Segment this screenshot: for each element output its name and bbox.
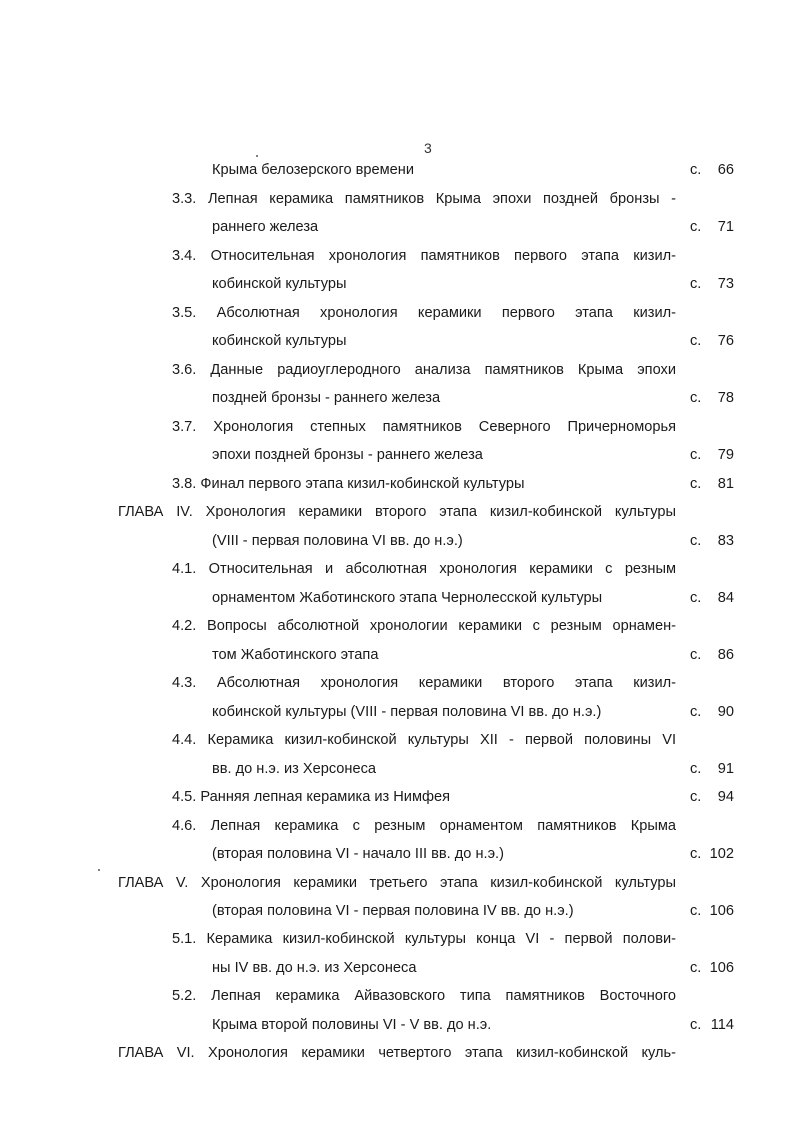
page-ref: 83 (717, 533, 734, 549)
toc-line: вв. до н.э. из Херсонеса (212, 761, 377, 777)
toc-line: кобинской культуры (VIII - первая половина VI вв. до н.э.) (212, 704, 602, 720)
toc-line: (вторая половина VI - первая половина IV вв. до н.э.) (212, 903, 574, 919)
page-ref: 76 (717, 333, 734, 349)
page-prefix: с. (690, 1017, 702, 1033)
toc-line: 3.6. Данные радиоуглеродного анализа памятников Крыма эпохи (172, 362, 676, 378)
toc-line: (VIII - первая половина VI вв. до н.э.) (212, 533, 463, 549)
toc-line: (вторая половина VI - начало III вв. до н.э.) (212, 846, 504, 862)
toc-line: 3.4. Относительная хронология памятников первого этапа кизил- (172, 248, 676, 264)
toc-line: Крыма второй половины VI - V вв. до н.э. (212, 1017, 492, 1033)
page-prefix: с. (690, 390, 702, 406)
page-ref: 91 (717, 761, 734, 777)
toc-line: 3.8. Финал первого этапа кизил-кобинской культуры (172, 476, 525, 492)
scan-speck (98, 869, 100, 871)
page-prefix: с. (690, 162, 702, 178)
toc-line: 4.3. Абсолютная хронология керамики второго этапа кизил- (172, 675, 676, 691)
page-number: 3 (424, 140, 432, 156)
page-prefix: с. (690, 333, 702, 349)
page-prefix: с. (690, 476, 702, 492)
page-ref: 71 (717, 219, 734, 235)
toc-line: 3.5. Абсолютная хронология керамики первого этапа кизил- (172, 305, 676, 321)
page-ref: 84 (717, 590, 734, 606)
page-ref: 79 (717, 447, 734, 463)
page-ref: 78 (717, 390, 734, 406)
toc-line: эпохи поздней бронзы - раннего железа (212, 447, 483, 463)
page-prefix: с. (690, 276, 702, 292)
page-prefix: с. (690, 590, 702, 606)
page-prefix: с. (690, 647, 702, 663)
page-ref: 86 (717, 647, 734, 663)
page-ref: 73 (717, 276, 734, 292)
toc-line: ГЛАВА IV. Хронология керамики второго этапа кизил-кобинской культуры (118, 504, 676, 520)
toc-line: ГЛАВА VI. Хронология керамики четвертого этапа кизил-кобинской куль- (118, 1045, 676, 1061)
page-ref: 94 (717, 789, 734, 805)
scan-speck (256, 155, 258, 157)
page-ref: 106 (709, 903, 734, 919)
toc-line: Крыма белозерского времени (212, 162, 415, 178)
page-prefix: с. (690, 704, 702, 720)
toc-line: орнаментом Жаботинского этапа Чернолесской культуры (212, 590, 603, 606)
page-prefix: с. (690, 903, 702, 919)
page-prefix: с. (690, 219, 702, 235)
page-ref: 114 (710, 1017, 734, 1033)
toc-line: 5.1. Керамика кизил-кобинской культуры конца VI - первой полови- (172, 931, 676, 947)
toc-line: 3.7. Хронология степных памятников Северного Причерноморья (172, 419, 676, 435)
toc-line: 4.5. Ранняя лепная керамика из Нимфея (172, 789, 451, 805)
page-ref: 66 (717, 162, 734, 178)
page-ref: 106 (709, 960, 734, 976)
toc-line: 4.2. Вопросы абсолютной хронологии керамики с резным орнамен- (172, 618, 676, 634)
page-prefix: с. (690, 960, 702, 976)
toc-line: том Жаботинского этапа (212, 647, 379, 663)
toc-line: раннего железа (212, 219, 319, 235)
page-ref: 81 (717, 476, 734, 492)
page-prefix: с. (690, 533, 702, 549)
toc-line: 3.3. Лепная керамика памятников Крыма эпохи поздней бронзы - (172, 191, 676, 207)
toc-line: 4.1. Относительная и абсолютная хронология керамики с резным (172, 561, 676, 577)
toc-line: кобинской культуры (212, 276, 347, 292)
toc-line: кобинской культуры (212, 333, 347, 349)
toc-line: 4.6. Лепная керамика с резным орнаментом памятников Крыма (172, 818, 676, 834)
page-ref: 102 (709, 846, 734, 862)
page-prefix: с. (690, 761, 702, 777)
page-prefix: с. (690, 846, 702, 862)
toc-line: поздней бронзы - раннего железа (212, 390, 441, 406)
toc-line: 4.4. Керамика кизил-кобинской культуры XII - первой половины VI (172, 732, 676, 748)
toc-line: 5.2. Лепная керамика Айвазовского типа памятников Восточного (172, 988, 676, 1004)
page-prefix: с. (690, 447, 702, 463)
toc-line: ны IV вв. до н.э. из Херсонеса (212, 960, 417, 976)
toc-line: ГЛАВА V. Хронология керамики третьего этапа кизил-кобинской культуры (118, 875, 676, 891)
page-ref: 90 (717, 704, 734, 720)
page-prefix: с. (690, 789, 702, 805)
